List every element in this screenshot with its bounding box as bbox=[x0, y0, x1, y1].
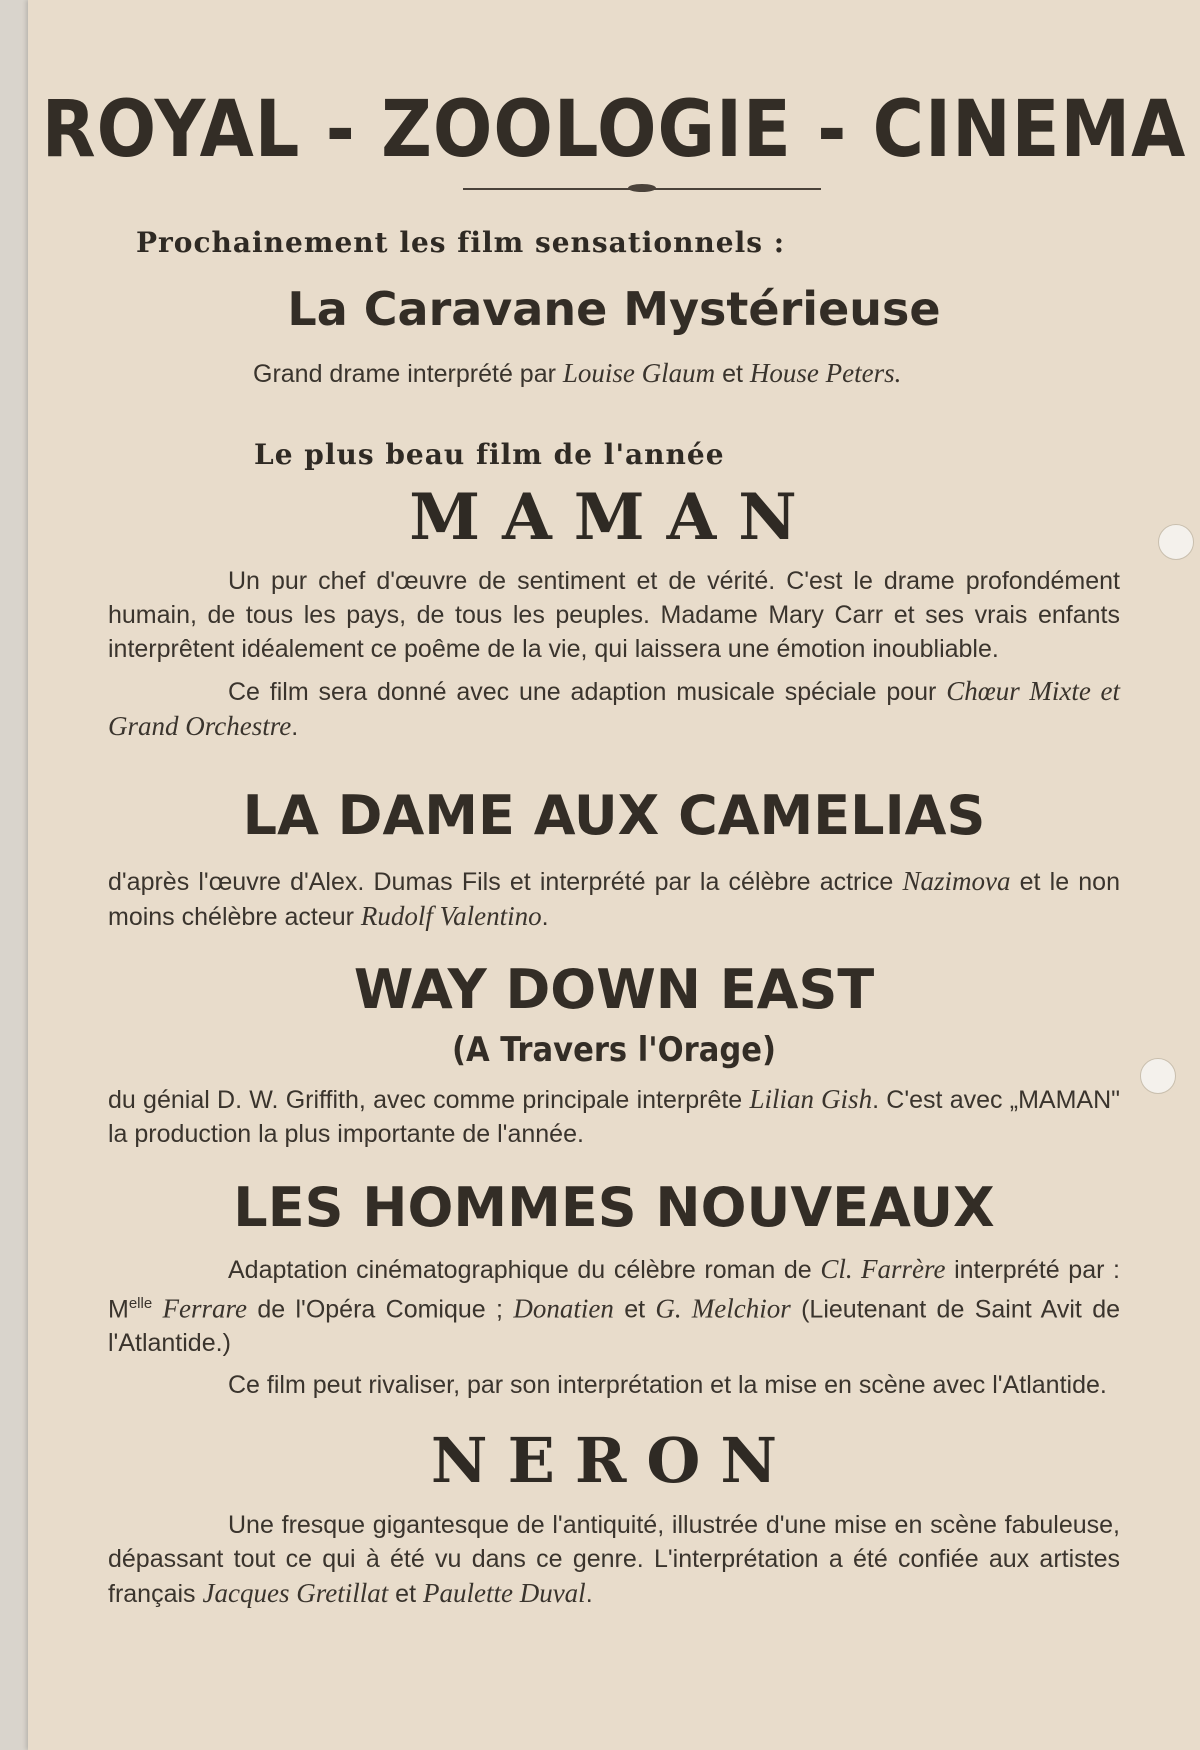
neron-description: Une fresque gigantesque de l'antiquité, illustrée d'une mise en scène fabuleuse, dépassant tout ce qui à été vu dans ce genre. L'interprétation a été confiée aux artistes français Jacques Gretillat et Paulette Duval. bbox=[108, 1511, 1120, 1608]
actor-name: Ferrare bbox=[162, 1293, 248, 1324]
actor-name: G. Melchior bbox=[655, 1293, 791, 1324]
actor-name: Jacques Gretillat bbox=[202, 1578, 389, 1608]
hommes-description: Adaptation cinématographique du célèbre roman de Cl. Farrère interprété par : $M^{elle}$ Ferrare de l'Opéra Comique ; Donatien et G. Melchior (Lieutenant de Saint Avit de l'Atlantide.) Ce film peut rivaliser, par son interprétation et la mise en scène avec l'Atlantide. bbox=[108, 1254, 1121, 1400]
caravane-description: Grand drame interprété par Louise Glaum et House Peters. bbox=[253, 358, 902, 388]
film-title-neron: NERON bbox=[430, 1424, 798, 1497]
film-title-dame: LA DAME AUX CAMELIAS bbox=[242, 784, 986, 847]
film-title-hommes: LES HOMMES NOUVEAUX bbox=[233, 1176, 995, 1239]
film-title-maman: MAMAN bbox=[409, 480, 819, 555]
poster-sheet bbox=[28, 0, 1200, 1750]
page-title: ROYAL - ZOOLOGIE - CINEMA bbox=[41, 83, 1187, 175]
actor-name: Rudolf Valentino bbox=[360, 901, 542, 931]
author-name: Cl. Farrère bbox=[820, 1254, 946, 1284]
maman-description: Un pur chef d'œuvre de sentiment et de vérité. C'est le drame profondément humain, de tous les pays, de tous les peuples. Madame Mary Carr et ses vrais enfants interprêtent idéalement ce poême de la vie, qui laissera une émotion inoubliable. Ce film sera donné avec une adaption musicale spéciale pour Chœur Mixte et Grand Orchestre. bbox=[108, 567, 1120, 741]
way-description: du génial D. W. Griffith, avec comme principale interprête Lilian Gish. C'est avec „MAMAN" la production la plus importante de l'année. bbox=[108, 1084, 1121, 1148]
maman-kicker: Le plus beau film de l'année bbox=[254, 438, 725, 471]
film-title-caravane: La Caravane Mystérieuse bbox=[287, 282, 941, 336]
actor-name: Paulette Duval bbox=[422, 1578, 586, 1608]
film-subtitle-way: (A Travers l'Orage) bbox=[452, 1030, 776, 1070]
film-title-way: WAY DOWN EAST bbox=[353, 958, 875, 1021]
intro-line: Prochainement les film sensationnels : bbox=[136, 226, 786, 259]
dame-description: d'après l'œuvre d'Alex. Dumas Fils et interprété par la célèbre actrice Nazimova et le non moins chélèbre acteur Rudolf Valentino. bbox=[108, 866, 1120, 931]
actor-name: Lilian Gish bbox=[749, 1084, 873, 1114]
actor-name: Louise Glaum bbox=[562, 358, 716, 388]
actor-name: Donatien bbox=[513, 1293, 614, 1324]
actor-name: House Peters. bbox=[749, 358, 902, 388]
actor-name: Nazimova bbox=[902, 866, 1011, 896]
divider-ornament bbox=[628, 184, 656, 192]
